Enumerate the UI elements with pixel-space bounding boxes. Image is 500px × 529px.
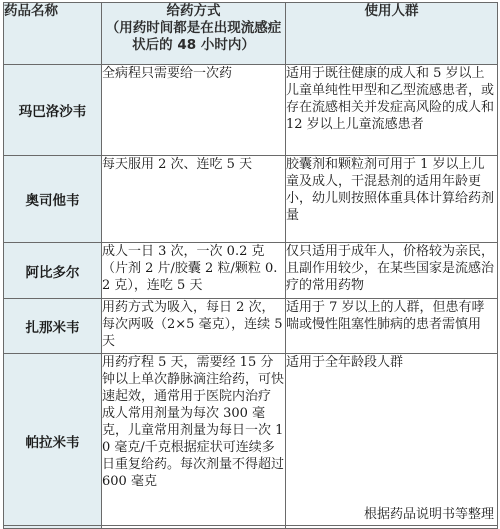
header-dosing-note: （用药时间都是在出现流感症状后的 48 小时内） — [105, 20, 282, 53]
header-dosing-label: 给药方式 — [166, 3, 221, 19]
dosing-cell: 用药方式为吸入，每日 2 次，每次两吸（2×5 毫克），连续 5 天 — [102, 299, 286, 354]
dosing-cell: 用药疗程 5 天，需要经 15 分钟以上单次静脉滴注给药，可快速起效，通常用于医院内治疗 成人常用剂量为每次 300 毫克，儿童常用剂量为每日一次 10 毫克/千克根据症状可连续多日重复给药。每次剂量不得超过 600 毫克 — [102, 354, 286, 529]
flu-drug-table — [3, 2, 498, 529]
drug-name-cell: 奥司他韦 — [4, 156, 102, 243]
population-cell: 胶囊剂和颗粒剂可用于 1 岁以上儿童及成人，干混悬剂的适用年龄更小，幼儿则按照体重具体计算给药剂量 — [286, 156, 498, 243]
table-row — [4, 354, 498, 529]
population-cell: 适用于 7 岁以上的人群，但患有哮喘或慢性阻塞性肺病的患者需慎用 — [286, 299, 498, 354]
dosing-cell: 每天服用 2 次、连吃 5 天 — [102, 156, 286, 243]
dosing-cell: 成人一日 3 次，一次 0.2 克（片剂 2 片/胶囊 2 粒/颗粒 0.2 克），连吃 5 天 — [102, 243, 286, 299]
header-dosing — [102, 3, 286, 65]
table-row — [4, 243, 498, 299]
header-population: 使用人群 — [286, 3, 498, 65]
population-cell: 适用于全年龄段人群 — [286, 354, 498, 529]
drug-name-cell: 玛巴洛沙韦 — [4, 65, 102, 156]
drug-name-cell: 扎那米韦 — [4, 299, 102, 354]
population-cell: 适用于既往健康的成人和 5 岁以上儿童单纯性甲型和乙型流感患者，或存在流感相关并发症高风险的成人和 12 岁以上儿童流感患者 — [286, 65, 498, 156]
drug-name-cell: 阿比多尔 — [4, 243, 102, 299]
table-row — [4, 156, 498, 243]
drug-name-cell: 帕拉米韦 — [4, 354, 102, 529]
table-row — [4, 299, 498, 354]
header-drug-name: 药品名称 — [4, 3, 102, 65]
dosing-cell: 全病程只需要给一次药 — [102, 65, 286, 156]
table-row — [4, 65, 498, 156]
drug-table-container — [3, 2, 497, 529]
population-cell: 仅只适用于成年人，价格较为亲民，且副作用较少，在某些国家是流感治疗的常用药物 — [286, 243, 498, 299]
table-header-row — [4, 3, 498, 65]
source-note: 根据药品说明书等整理 — [363, 507, 494, 522]
